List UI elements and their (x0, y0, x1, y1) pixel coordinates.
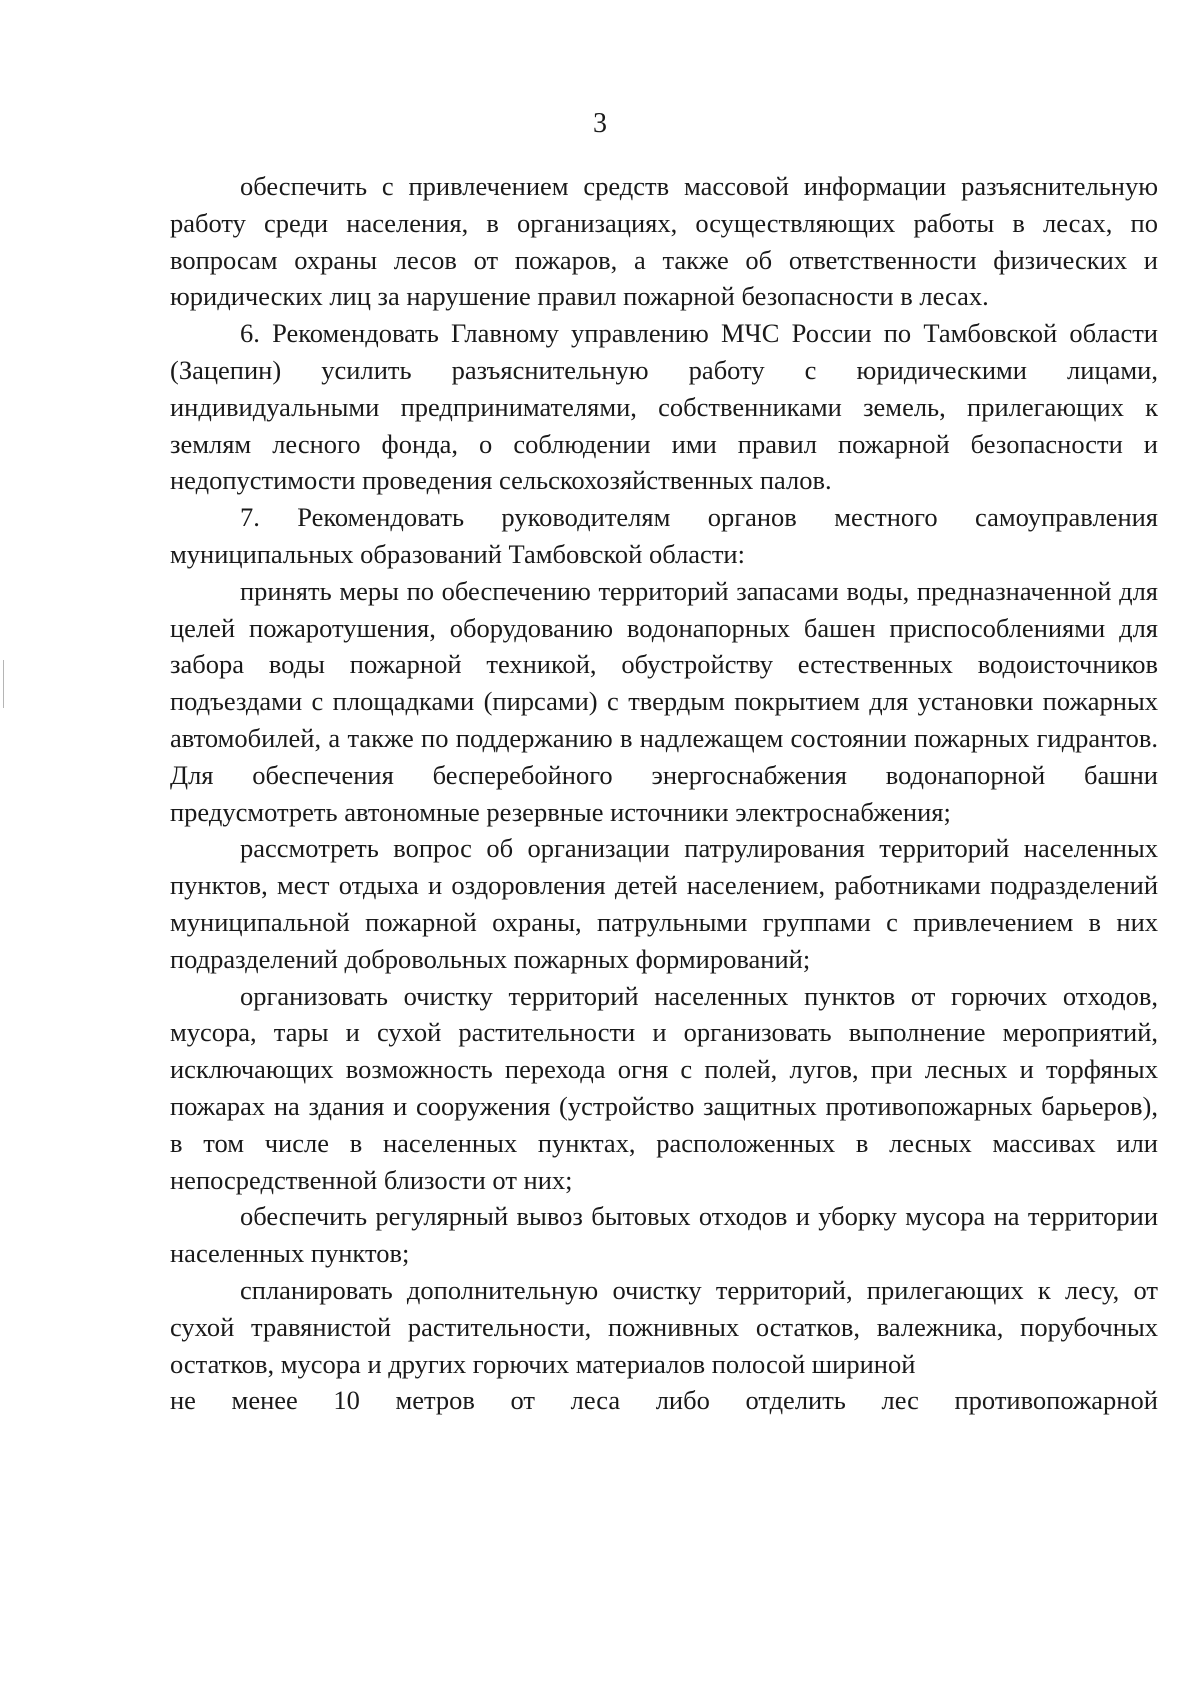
word: противопожарной (954, 1385, 1158, 1416)
word: либо (655, 1385, 710, 1416)
word: лес (881, 1385, 919, 1416)
word: не (170, 1385, 196, 1416)
paragraph-territory-cleanup: организовать очистку территорий населенных пунктов от горючих отходов, мусора, тары и сухой растительности и организовать выполнение мероприятий, исключающих возможность перехода огня с полей, лугов, при лесных и торфяных пожарах на здания и сооружения (устройство защитных противопожарных барьеров), в том числе в населенных пунктах, расположенных в лесных массивах или непосредственной близости от них; (170, 980, 1158, 1195)
paragraph-item-7: 7. Рекомендовать руководителям органов местного самоуправления муниципальных образований Тамбовской области: (170, 502, 1158, 569)
document-body (170, 168, 1158, 1419)
word: метров (395, 1385, 475, 1416)
page-number: 3 (593, 108, 607, 139)
paragraph-item-6: 6. Рекомендовать Главному управлению МЧС России по Тамбовской области (Зацепин) усилить разъяснительную работу с юридическими лицами, индивидуальными предпринимателями, собственниками земель, прилегающих к землям лесного фонда, о соблюдении ими правил пожарной безопасности и недопустимости проведения сельскохозяйственных палов. (170, 318, 1158, 496)
word: 10 (333, 1385, 360, 1416)
paragraph-media-outreach: обеспечить с привлечением средств массовой информации разъяснительную работу среди населения, в организациях, осуществляющих работы в лесах, по вопросам охраны лесов от пожаров, а также об ответственности физических и юридических лиц за нарушение правил пожарной безопасности в лесах. (170, 171, 1158, 312)
word: от (510, 1385, 536, 1416)
scan-edge-mark (3, 660, 4, 708)
word: отделить (745, 1385, 846, 1416)
word: менее (231, 1385, 298, 1416)
paragraph-forest-clearing: спланировать дополнительную очистку территорий, прилегающих к лесу, от сухой травянистой растительности, пожнивных остатков, валежника, порубочных остатков, мусора и других горючих материалов полосой шириной (170, 1274, 1158, 1379)
paragraph-water-supply: принять меры по обеспечению территорий запасами воды, предназначенной для целей пожаротушения, оборудованию водонапорных башен приспособлениями для забора воды пожарной техникой, обустройству естественных водоисточников подъездами с площадками (пирсами) с твердым покрытием для установки пожарных автомобилей, а также по поддержанию в надлежащем состоянии пожарных гидрантов. Для обеспечения бесперебойного энергоснабжения водонапорной башни предусмотреть автономные резервные источники электроснабжения; (170, 575, 1158, 827)
paragraph-patrolling: рассмотреть вопрос об организации патрулирования территорий населенных пунктов, мест отдыха и оздоровления детей населением, работниками подразделений муниципальной пожарной охраны, патрульными группами с привлечением в них подразделений добровольных пожарных формирований; (170, 833, 1158, 974)
word: леса (570, 1385, 621, 1416)
paragraph-waste-removal: обеспечить регулярный вывоз бытовых отходов и уборку мусора на территории населенных пунктов; (170, 1201, 1158, 1269)
paragraph-forest-clearing-last-line (170, 1382, 1158, 1419)
